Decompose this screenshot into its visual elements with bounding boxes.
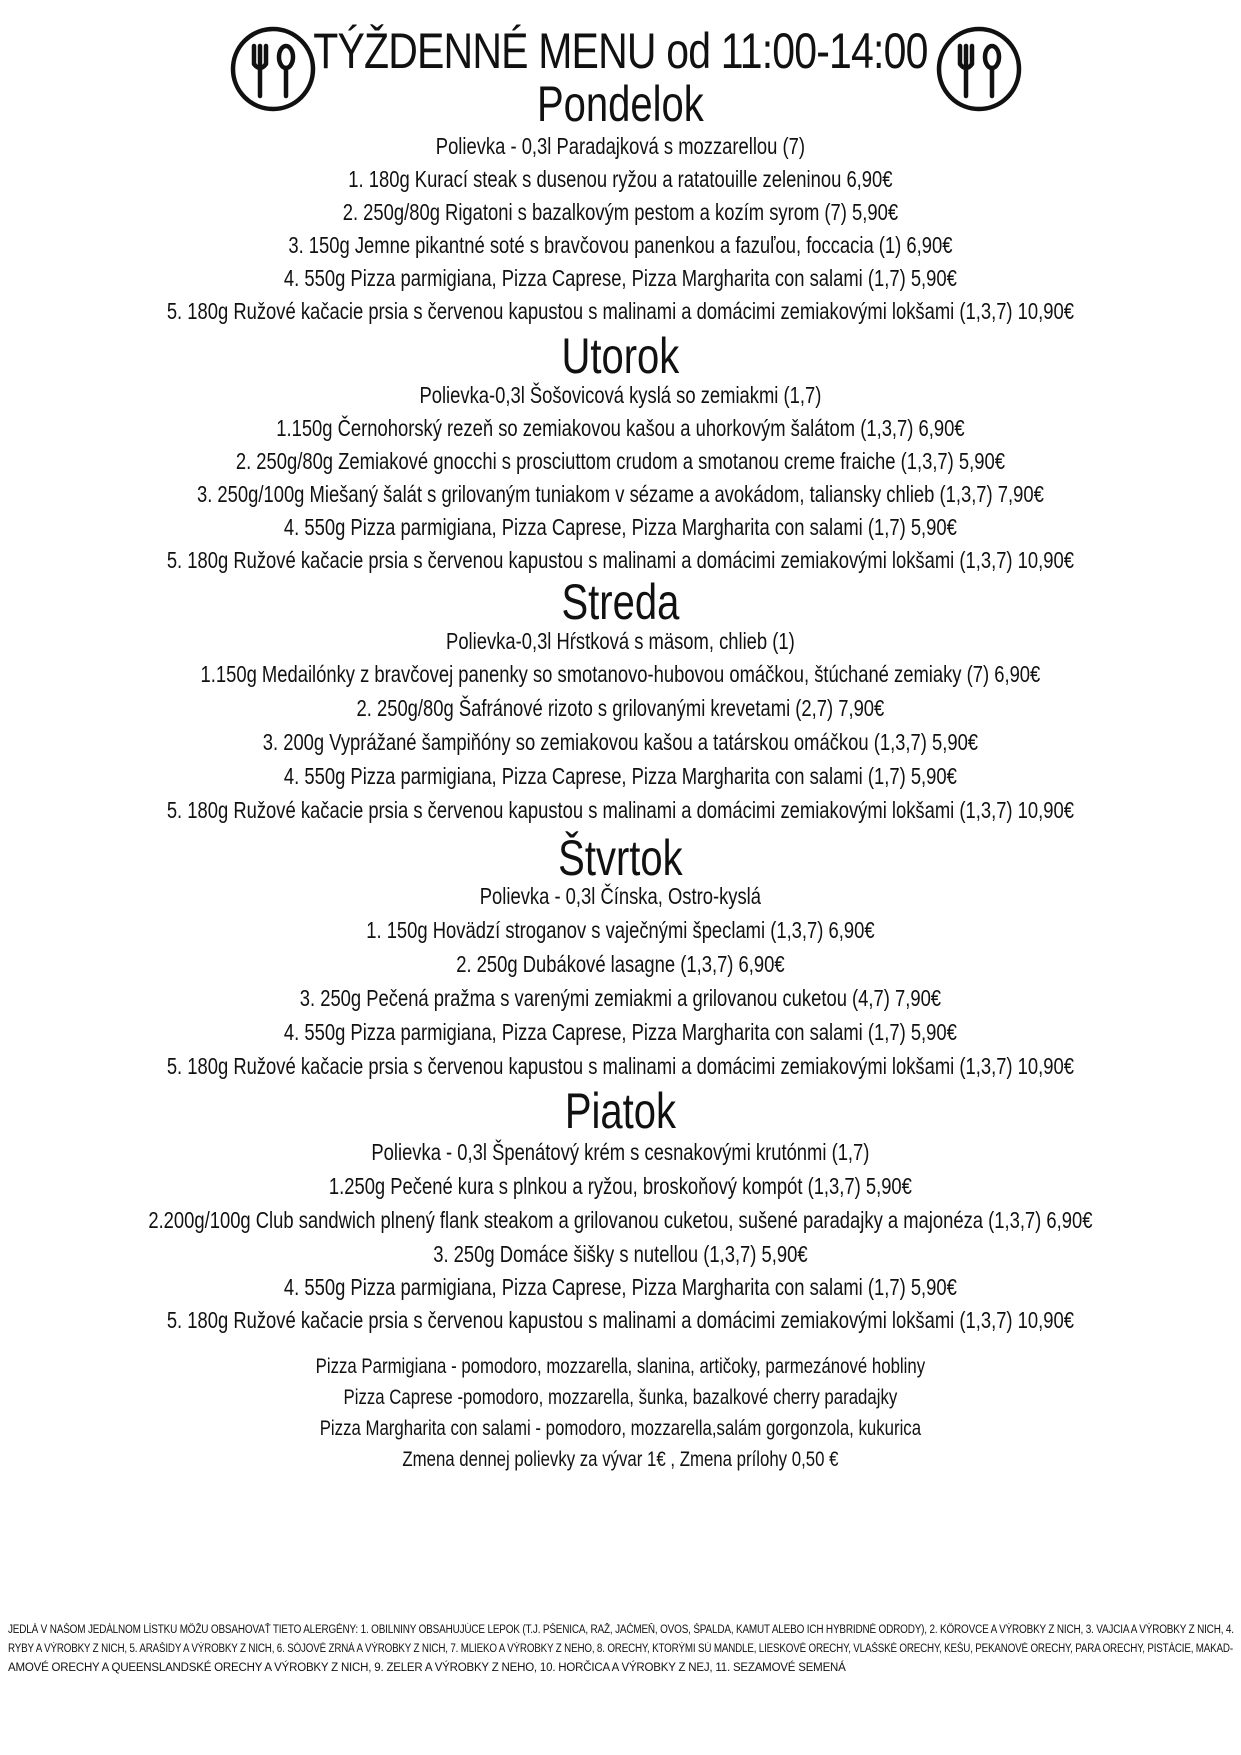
page-title: TÝŽDENNÉ MENU od 11:00-14:00 xyxy=(313,23,928,79)
allergen-line: RYBY A VÝROBKY Z NICH, 5. ARAŠIDY A VÝROBKY Z NICH, 6. SÓJOVÉ ZRNÁ A VÝROBKY Z NICH, 7. MLIEKO A VÝROBKY Z NEHO, 8. ORECHY, KTORÝMI SÚ MANDLE, LIESKOVÉ ORECHY, VLAŠSKÉ ORECHY, KEŠU, PEKANOVÉ ORECHY, PARA ORECHY, PISTÁCIE, MAKAD- xyxy=(8,1643,1233,1655)
soup-line: Polievka - 0,3l Paradajková s mozzarellou (7) xyxy=(435,133,805,159)
day-heading-streda: Streda xyxy=(561,574,680,630)
menu-item: 2. 250g/80g Rigatoni s bazalkovým pestom a kozím syrom (7) 5,90€ xyxy=(342,199,899,225)
menu-item: 4. 550g Pizza parmigiana, Pizza Caprese, Pizza Margharita con salami (1,7) 5,90€ xyxy=(283,1274,957,1300)
menu-item: 4. 550g Pizza parmigiana, Pizza Caprese, Pizza Margharita con salami (1,7) 5,90€ xyxy=(283,265,957,291)
menu-item: 3. 200g Vyprážané šampiňóny so zemiakovou kašou a tatárskou omáčkou (1,3,7) 5,90€ xyxy=(262,729,979,755)
soup-line: Polievka - 0,3l Špenátový krém s cesnakovými krutónmi (1,7) xyxy=(371,1139,870,1165)
day-heading-pondelok: Pondelok xyxy=(537,76,704,132)
menu-item: 3. 150g Jemne pikantné soté s bravčovou panenkou a fazuľou, foccacia (1) 6,90€ xyxy=(288,232,953,258)
menu-item: 1. 180g Kurací steak s dusenou ryžou a ratatouille zeleninou 6,90€ xyxy=(348,166,893,192)
menu-item: 5. 180g Ružové kačacie prsia s červenou kapustou s malinami a domácimi zemiakovými lokšami (1,3,7) 10,90€ xyxy=(166,298,1074,324)
soup-line: Polievka-0,3l Šošovicová kyslá so zemiakmi (1,7) xyxy=(419,382,822,408)
menu-item: 2. 250g/80g Šafránové rizoto s grilovanými krevetami (2,7) 7,90€ xyxy=(356,695,885,721)
menu-item: 5. 180g Ružové kačacie prsia s červenou kapustou s malinami a domácimi zemiakovými lokšami (1,3,7) 10,90€ xyxy=(166,797,1074,823)
menu-item: 3. 250g Pečená pražma s varenými zemiakmi a grilovanou cuketou (4,7) 7,90€ xyxy=(299,985,942,1011)
menu-item: 3. 250g Domáce šišky s nutellou (1,3,7) 5,90€ xyxy=(433,1241,808,1267)
pizza-note: Pizza Margharita con salami - pomodoro, mozzarella,salám gorgonzola, kukurica xyxy=(319,1417,922,1440)
price-change-note: Zmena dennej polievky za vývar 1€ , Zmena prílohy 0,50 € xyxy=(402,1448,839,1471)
menu-item: 2. 250g Dubákové lasagne (1,3,7) 6,90€ xyxy=(456,951,785,977)
allergen-line: AMOVÉ ORECHY A QUEENSLANDSKÉ ORECHY A VÝROBKY Z NICH, 9. ZELER A VÝROBKY Z NEHO, 10. HORČICA A VÝROBKY Z NEJ, 11. SEZAMOVÉ SEMENÁ xyxy=(8,1662,846,1674)
menu-item: 5. 180g Ružové kačacie prsia s červenou kapustou s malinami a domácimi zemiakovými lokšami (1,3,7) 10,90€ xyxy=(166,547,1074,573)
menu-item: 3. 250g/100g Miešaný šalát s grilovaným tuniakom v sézame a avokádom, taliansky chlieb (1,3,7) 7,90€ xyxy=(196,481,1044,507)
day-heading-stvrtok: Štvrtok xyxy=(558,830,683,886)
day-heading-utorok: Utorok xyxy=(561,328,680,384)
menu-item: 1. 150g Hovädzí stroganov s vaječnými špeclami (1,3,7) 6,90€ xyxy=(366,917,875,943)
menu-item: 1.150g Černohorský rezeň so zemiakovou kašou a uhorkovým šalátom (1,3,7) 6,90€ xyxy=(276,415,965,441)
allergen-line: JEDLÁ V NAŠOM JEDÁLNOM LÍSTKU MÔŽU OBSAHOVAŤ TIETO ALERGÉNY: 1. OBILNINY OBSAHUJÚCE LEPOK (T.J. PŠENICA, RAŽ, JAČMEŇ, OVOS, ŠPALDA, KAMUT ALEBO ICH HYBRIDNÉ ODRODY), 2. KÔROVCE A VÝROBKY Z NICH, 3. VAJCIA A VÝROBKY Z NICH, 4. xyxy=(8,1624,1234,1636)
menu-item: 4. 550g Pizza parmigiana, Pizza Caprese, Pizza Margharita con salami (1,7) 5,90€ xyxy=(283,514,957,540)
menu-item: 4. 550g Pizza parmigiana, Pizza Caprese, Pizza Margharita con salami (1,7) 5,90€ xyxy=(283,763,957,789)
menu-item: 5. 180g Ružové kačacie prsia s červenou kapustou s malinami a domácimi zemiakovými lokšami (1,3,7) 10,90€ xyxy=(166,1053,1074,1079)
menu-item: 2.200g/100g Club sandwich plnený flank steakom a grilovanou cuketou, sušené paradajky a majonéza (1,3,7) 6,90€ xyxy=(148,1207,1093,1233)
menu-item: 4. 550g Pizza parmigiana, Pizza Caprese, Pizza Margharita con salami (1,7) 5,90€ xyxy=(283,1019,957,1045)
pizza-note: Pizza Parmigiana - pomodoro, mozzarella, slanina, artičoky, parmezánové hobliny xyxy=(315,1355,926,1378)
soup-line: Polievka-0,3l Hŕstková s mäsom, chlieb (1) xyxy=(446,628,795,654)
allergen-footer xyxy=(8,1621,1233,1678)
menu-item: 1.150g Medailónky z bravčovej panenky so smotanovo-hubovou omáčkou, štúchané zemiaky (7) 6,90€ xyxy=(200,661,1041,687)
soup-line: Polievka - 0,3l Čínska, Ostro-kyslá xyxy=(479,883,761,909)
day-heading-piatok: Piatok xyxy=(564,1083,676,1139)
menu-item: 2. 250g/80g Zemiakové gnocchi s prosciuttom crudom a smotanou creme fraiche (1,3,7) 5,90€ xyxy=(235,448,1005,474)
menu-item: 1.250g Pečené kura s plnkou a ryžou, broskoňový kompót (1,3,7) 5,90€ xyxy=(328,1173,912,1199)
pizza-note: Pizza Caprese -pomodoro, mozzarella, šunka, bazalkové cherry paradajky xyxy=(343,1386,898,1409)
menu-item: 5. 180g Ružové kačacie prsia s červenou kapustou s malinami a domácimi zemiakovými lokšami (1,3,7) 10,90€ xyxy=(166,1307,1074,1333)
